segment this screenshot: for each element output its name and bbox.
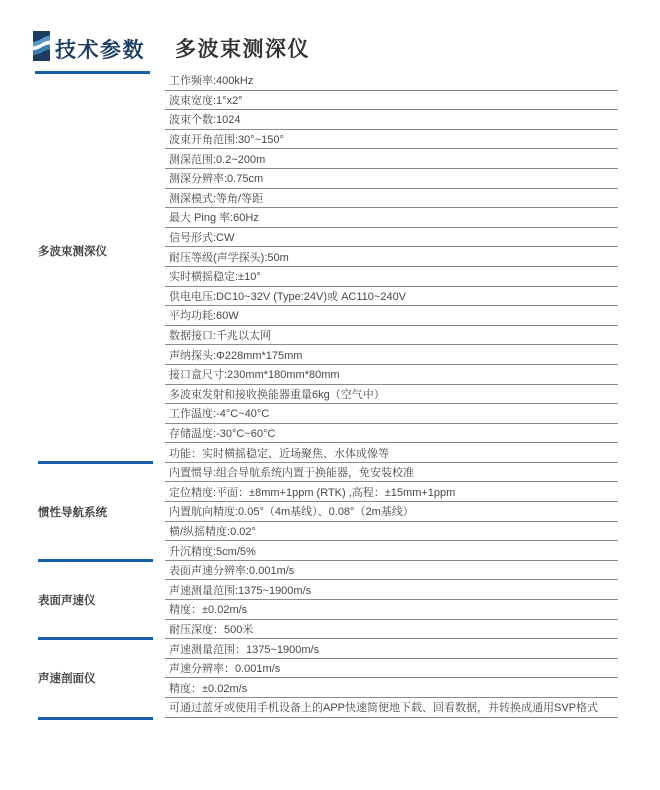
section-label-cell — [0, 639, 165, 717]
spec-row-text: 测深范围:0.2~200m — [169, 153, 266, 166]
spec-row-text: 内置航向精度:0.05°（4m基线）、0.08°（2m基线） — [169, 506, 414, 519]
spec-row — [165, 110, 618, 130]
spec-row-text: 信号形式:CW — [169, 232, 235, 245]
spec-row-text: 平均功耗:60W — [169, 310, 239, 323]
spec-row-text: 横/纵摇精度:0.02° — [169, 525, 256, 538]
spec-row — [165, 600, 618, 620]
spec-row-text: 接口盒尺寸:230mm*180mm*80mm — [169, 369, 340, 382]
spec-row — [165, 189, 618, 209]
spec-row — [165, 659, 618, 679]
spec-row-text: 存储温度:-30°C~60°C — [169, 427, 276, 440]
page-title: 多波束测深仪 — [175, 38, 310, 61]
section-rows — [165, 71, 618, 463]
section-heading: 技术参数 — [55, 39, 145, 62]
spec-row — [165, 404, 618, 424]
spec-row — [165, 345, 618, 365]
spec-row-text: 波束宽度:1°x2° — [169, 94, 243, 107]
spec-row — [165, 71, 618, 91]
spec-row-text: 最大 Ping 率:60Hz — [169, 212, 259, 225]
spec-row — [165, 678, 618, 698]
spec-section — [0, 561, 618, 639]
spec-row — [165, 208, 618, 228]
spec-row-text: 测深模式:等角/等距 — [169, 192, 264, 205]
spec-row — [165, 228, 618, 248]
spec-row-text: 耐压等级(声学探头):50m — [169, 251, 289, 264]
layered-waves-icon — [33, 31, 50, 61]
section-accent-bar — [38, 717, 153, 720]
section-label: 惯性导航系统 — [38, 506, 107, 519]
spec-row-text: 精度：±0.02m/s — [169, 682, 248, 695]
spec-section — [0, 463, 618, 561]
section-rows — [165, 561, 618, 639]
spec-row — [165, 502, 618, 522]
spec-row — [165, 247, 618, 267]
section-accent-bar — [38, 461, 153, 464]
spec-row — [165, 463, 618, 483]
spec-row — [165, 149, 618, 169]
spec-row-text: 升沉精度:5cm/5% — [169, 545, 256, 558]
spec-row-text: 功能：实时横摇稳定、近场聚焦、水体成像等 — [169, 447, 389, 460]
spec-row-text: 供电电压:DC10~32V (Type:24V)或 AC110~240V — [169, 290, 407, 303]
section-accent-bar — [38, 559, 153, 562]
spec-row-text: 工作温度:-4°C~40°C — [169, 408, 270, 421]
spec-row-text: 波束开角范围:30°~150° — [169, 134, 284, 147]
spec-row — [165, 385, 618, 405]
spec-row — [165, 91, 618, 111]
spec-row — [165, 306, 618, 326]
spec-row-text: 声速测量范围：1375~1900m/s — [169, 643, 320, 656]
spec-table — [0, 71, 618, 718]
spec-row-text: 测深分辨率:0.75cm — [169, 173, 264, 186]
spec-row — [165, 267, 618, 287]
spec-row-text: 数据接口:千兆以太网 — [169, 330, 272, 343]
section-label: 表面声速仪 — [38, 595, 96, 608]
spec-row — [165, 443, 618, 463]
spec-row-text: 工作频率:400kHz — [169, 75, 254, 88]
spec-row — [165, 522, 618, 542]
section-label: 多波束测深仪 — [38, 246, 107, 258]
spec-row — [165, 620, 618, 640]
spec-row-text: 波束个数:1024 — [169, 114, 241, 127]
section-label-cell — [0, 71, 165, 463]
section-label-cell — [0, 561, 165, 639]
spec-row-text: 内置惯导:组合导航系统内置于换能器，免安装校准 — [169, 467, 415, 480]
spec-row — [165, 287, 618, 307]
spec-row — [165, 541, 618, 561]
spec-row — [165, 561, 618, 581]
spec-row — [165, 580, 618, 600]
spec-row — [165, 365, 618, 385]
spec-row-text: 定位精度:平面：±8mm+1ppm (RTK) ,高程：±15mm+1ppm — [169, 486, 456, 499]
spec-section — [0, 639, 618, 717]
spec-row-text: 耐压深度：500米 — [169, 623, 254, 636]
spec-row — [165, 424, 618, 444]
spec-row — [165, 169, 618, 189]
spec-row-text: 声速分辨率：0.001m/s — [169, 663, 281, 676]
spec-row-text: 多波束发射和接收换能器重量6kg（空气中） — [169, 388, 385, 401]
section-accent-bar — [38, 637, 153, 640]
spec-section — [0, 71, 618, 463]
spec-row — [165, 130, 618, 150]
spec-row-text: 实时横摇稳定:±10° — [169, 271, 261, 284]
spec-row — [165, 698, 618, 718]
spec-row-text: 精度：±0.02m/s — [169, 604, 248, 617]
spec-row — [165, 639, 618, 659]
section-rows — [165, 463, 618, 561]
section-label: 声速剖面仪 — [38, 673, 96, 686]
spec-row-text: 声速测量范围:1375~1900m/s — [169, 584, 312, 597]
spec-row — [165, 482, 618, 502]
section-rows — [165, 639, 618, 717]
section-label-cell — [0, 463, 165, 561]
spec-row-text: 声纳探头:Φ228mm*175mm — [169, 349, 303, 362]
spec-row-text: 表面声速分辨率:0.001m/s — [169, 565, 295, 578]
spec-row-text: 可通过蓝牙或使用手机设备上的APP快速简便地下载、回看数据，并转换成通用SVP格式 — [169, 702, 599, 715]
spec-row — [165, 326, 618, 346]
